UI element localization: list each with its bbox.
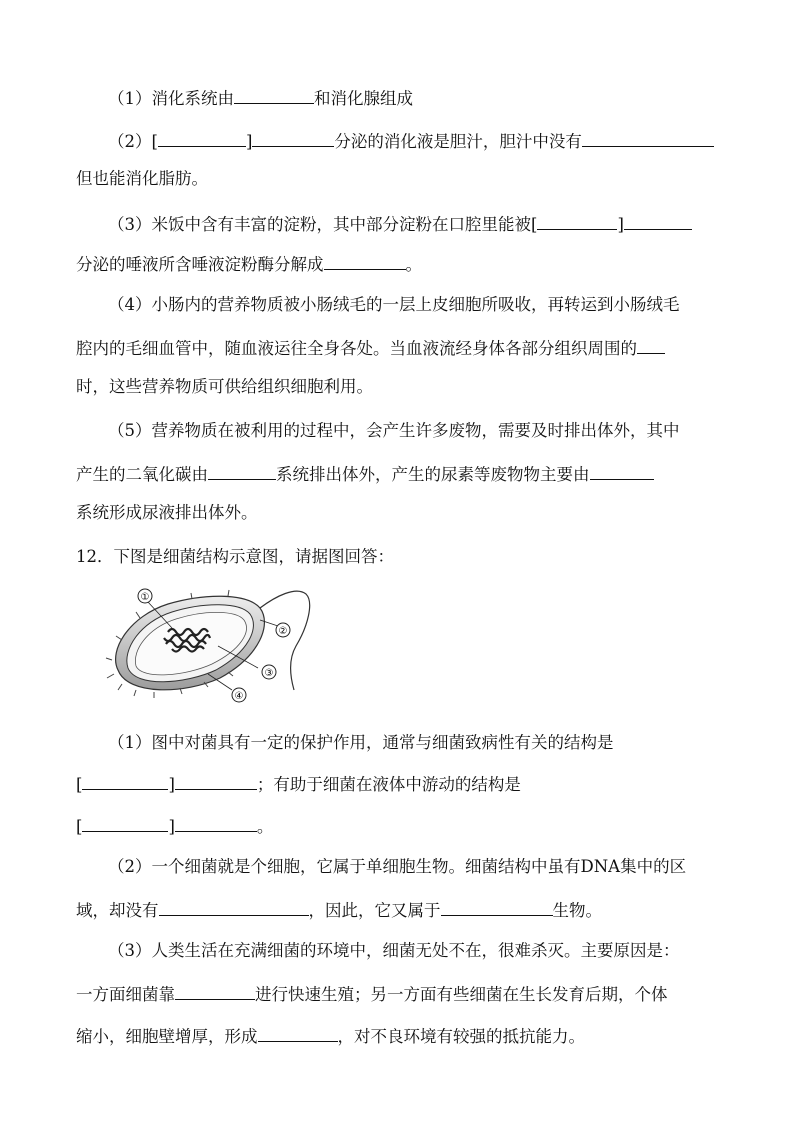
q11-2-text-a: （2）[ (108, 132, 158, 151)
q11-item-3-cont (76, 252, 422, 276)
q11-4-text-c: 时，这些营养物质可供给组织细胞利用。 (76, 377, 373, 396)
q11-item-2-cont (76, 168, 208, 190)
q11-item-1 (108, 86, 413, 110)
bacterium-diagram (100, 586, 315, 711)
q11-3-text-d: 。 (405, 255, 422, 274)
q11-item-2 (108, 129, 714, 153)
q12-1-text-d: ；有助于细菌在液体中游动的结构是 (256, 775, 521, 794)
q12-item-2-cont (76, 898, 602, 922)
answer-blank[interactable] (175, 772, 257, 790)
q11-2-bracket: ] (245, 132, 253, 151)
svg-text:②: ② (278, 626, 288, 637)
q11-item-4 (108, 294, 680, 316)
answer-blank[interactable] (175, 814, 257, 832)
q11-5-text-b: 产生的二氧化碳由 (76, 465, 208, 484)
q12-item-3 (108, 940, 680, 962)
q12-3-text-c: 进行快速生殖；另一方面有些细菌在生长发育后期，个体 (255, 985, 668, 1004)
answer-blank[interactable] (159, 898, 309, 916)
q11-item-4-cont (76, 336, 665, 360)
answer-blank[interactable] (175, 982, 255, 1000)
q12-item-3-cont2 (76, 1024, 585, 1048)
answer-blank[interactable] (252, 129, 334, 147)
label-3 (262, 665, 276, 679)
answer-blank[interactable] (441, 898, 553, 916)
q12-1-close-bracket: ] (168, 775, 175, 794)
svg-text:④: ④ (234, 691, 244, 702)
q12-item-1-cont2 (76, 814, 273, 838)
q11-1-text-b: 和消化腺组成 (314, 89, 413, 108)
q12-3-text-d: 缩小，细胞壁增厚，形成 (76, 1027, 258, 1046)
label-2 (276, 623, 290, 637)
answer-blank[interactable] (82, 772, 168, 790)
answer-blank[interactable] (582, 129, 714, 147)
answer-blank[interactable] (324, 252, 406, 270)
q11-5-text-d: 系统形成尿液排出体外。 (76, 503, 258, 522)
q12-2-text-c: ，因此，它又属于 (308, 901, 441, 920)
q11-item-5-cont2 (76, 502, 258, 524)
q12-title-text: 12．下图是细菌结构示意图，请据图回答： (76, 547, 394, 566)
answer-blank[interactable] (624, 212, 692, 230)
q12-3-text-b: 一方面细菌靠 (76, 985, 175, 1004)
answer-blank[interactable] (208, 462, 276, 480)
q11-item-4-cont2 (76, 376, 373, 398)
q12-title (76, 546, 394, 568)
q11-3-bracket: ] (617, 215, 624, 234)
q11-3-text-a: （3）米饭中含有丰富的淀粉，其中部分淀粉在口腔里能被[ (108, 215, 538, 234)
q12-2-text-b: 域，却没有 (76, 901, 159, 920)
q12-item-1 (108, 732, 614, 754)
q12-1-text-a: （1）图中对菌具有一定的保护作用，通常与细菌致病性有关的结构是 (108, 733, 614, 752)
q11-3-text-c: 分泌的唾液所含唾液淀粉酶分解成 (76, 255, 324, 274)
q12-2-text-d: 生物。 (552, 901, 602, 920)
q12-item-2 (108, 856, 686, 878)
q11-4-text-b: 腔内的毛细血管中，随血液运往全身各处。当血液流经身体各部分组织周围的 (76, 339, 637, 358)
q12-1-open-bracket: [ (76, 775, 83, 794)
q11-item-5 (108, 420, 680, 442)
q12-item-1-cont (76, 772, 521, 796)
q11-5-text-a: （5）营养物质在被利用的过程中，会产生许多废物，需要及时排出体外，其中 (108, 421, 680, 440)
q12-2-text-a: （2）一个细菌就是个细胞，它属于单细胞生物。细菌结构中虽有DNA集中的区 (108, 857, 687, 876)
q11-2-text-c: 分泌的消化液是胆汁，胆汁中没有 (334, 132, 582, 151)
q12-1-close-bracket-2: ] (168, 817, 175, 836)
q11-item-5-cont (76, 462, 654, 486)
answer-blank[interactable] (82, 814, 168, 832)
answer-blank[interactable] (637, 336, 665, 354)
svg-text:③: ③ (264, 668, 274, 679)
q11-5-text-c: 系统排出体外，产生的尿素等废物物主要由 (276, 465, 590, 484)
q11-2-text-d: 但也能消化脂肪。 (76, 169, 208, 188)
q12-1-text-g: 。 (256, 817, 274, 836)
q11-4-text-a: （4）小肠内的营养物质被小肠绒毛的一层上皮细胞所吸收，再转运到小肠绒毛 (108, 295, 680, 314)
label-1 (138, 589, 152, 603)
answer-blank[interactable] (234, 86, 314, 104)
answer-blank[interactable] (258, 1024, 338, 1042)
q11-item-3 (108, 212, 692, 236)
q12-1-open-bracket-2: [ (76, 817, 83, 836)
q12-3-text-a: （3）人类生活在充满细菌的环境中，细菌无处不在，很难杀灭。主要原因是： (108, 941, 680, 960)
q12-3-text-e: ，对不良环境有较强的抵抗能力。 (337, 1027, 585, 1046)
answer-blank[interactable] (537, 212, 617, 230)
q11-1-text-a: （1）消化系统由 (108, 89, 234, 108)
svg-text:①: ① (140, 592, 150, 603)
answer-blank[interactable] (590, 462, 654, 480)
answer-blank[interactable] (158, 129, 246, 147)
label-4 (232, 688, 246, 702)
q12-item-3-cont (76, 982, 668, 1006)
